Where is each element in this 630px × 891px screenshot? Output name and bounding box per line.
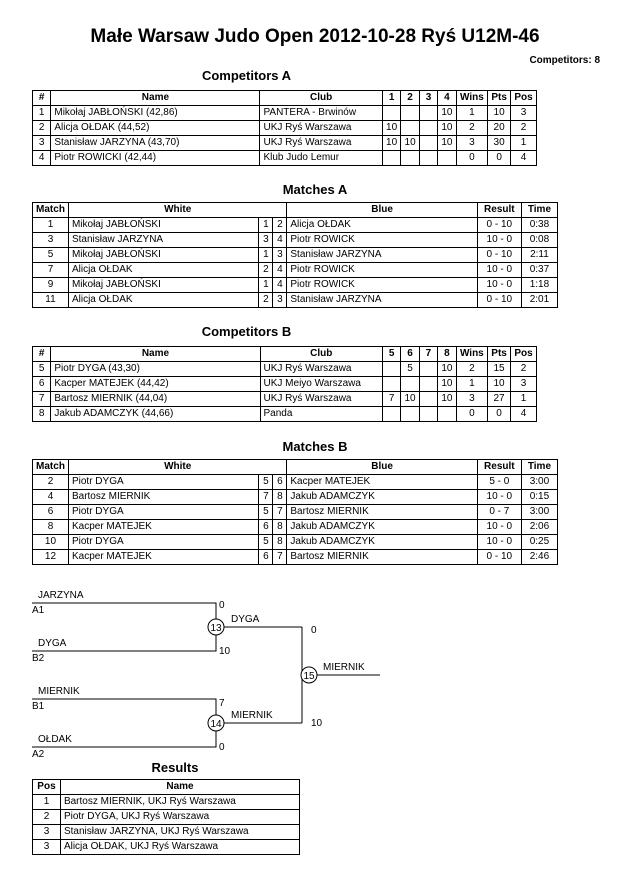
cell: 10 - 0	[477, 263, 521, 278]
cell: 10	[488, 377, 511, 392]
header-cell: Club	[260, 91, 382, 106]
cell: 5	[33, 248, 69, 263]
cell: 6	[33, 505, 69, 520]
cell: 4	[33, 490, 69, 505]
cell: UKJ Ryś Warszawa	[260, 136, 382, 151]
cell: Stanisław JARZYNA	[68, 233, 258, 248]
cell: 3	[456, 392, 487, 407]
cell: 10	[382, 121, 400, 136]
cell: 2	[511, 362, 537, 377]
table-header-row	[33, 780, 300, 795]
header-cell: Wins	[456, 347, 487, 362]
table-header-row	[33, 91, 537, 106]
cell: 2	[273, 218, 287, 233]
cell: 3	[33, 233, 69, 248]
cell: 2	[33, 475, 69, 490]
cell: 7	[273, 550, 287, 565]
cell: 0 - 10	[477, 218, 521, 233]
header-cell: 3	[419, 91, 437, 106]
cell: 1:18	[521, 278, 557, 293]
cell	[382, 362, 400, 377]
m14-top-seed: B1	[32, 701, 45, 712]
cell: Stanisław JARZYNA, UKJ Ryś Warszawa	[60, 825, 299, 840]
m13-top-seed: A1	[32, 605, 45, 616]
cell	[401, 407, 419, 422]
header-cell: 2	[401, 91, 419, 106]
cell: 2:01	[521, 293, 557, 308]
matches-a-table	[32, 202, 558, 308]
cell: Piotr DYGA	[68, 535, 258, 550]
cell	[382, 151, 400, 166]
cell: UKJ Ryś Warszawa	[260, 392, 382, 407]
cell: 0:08	[521, 233, 557, 248]
cell: 2	[456, 362, 487, 377]
cell: Mikołaj JABŁOŃSKI (42,86)	[51, 106, 260, 121]
header-cell: #	[33, 347, 51, 362]
cell: 6	[259, 550, 273, 565]
m14-winner: MIERNIK	[231, 710, 273, 721]
header-cell: Pts	[488, 91, 511, 106]
cell: 3	[273, 248, 287, 263]
cell	[419, 121, 437, 136]
m14-bot-seed: A2	[32, 749, 45, 760]
cell: 1	[511, 136, 537, 151]
cell: Panda	[260, 407, 382, 422]
header-cell: Blue	[287, 460, 477, 475]
cell	[419, 407, 437, 422]
cell: UKJ Meiyo Warszawa	[260, 377, 382, 392]
cell: 1	[456, 377, 487, 392]
cell: 30	[488, 136, 511, 151]
cell: Piotr ROWICK	[287, 233, 477, 248]
cell: 1	[33, 106, 51, 121]
cell: Kacper MATEJEK	[68, 520, 258, 535]
m15-top-score: 0	[311, 625, 317, 636]
header-cell: Time	[521, 203, 557, 218]
table-header-row	[33, 203, 558, 218]
cell: 10	[488, 106, 511, 121]
cell	[419, 136, 437, 151]
header-cell: Blue	[287, 203, 477, 218]
table-row	[33, 362, 537, 377]
cell: Piotr ROWICK	[287, 278, 477, 293]
cell: 3	[456, 136, 487, 151]
table-row	[33, 263, 558, 278]
results-table	[32, 779, 300, 855]
cell: 8	[33, 520, 69, 535]
table-row	[33, 293, 558, 308]
competitors-count: Competitors: 8	[529, 55, 600, 66]
header-cell: Club	[260, 347, 382, 362]
cell: 10	[382, 136, 400, 151]
cell: 10	[438, 121, 456, 136]
cell: 3	[259, 233, 273, 248]
table-row	[33, 550, 558, 565]
cell: 5	[259, 505, 273, 520]
cell: Kacper MATEJEK (44,42)	[51, 377, 260, 392]
cell: Bartosz MIERNIK	[287, 505, 477, 520]
header-cell: 8	[438, 347, 456, 362]
cell: 0:15	[521, 490, 557, 505]
cell: 6	[273, 475, 287, 490]
page-title: Małe Warsaw Judo Open 2012-10-28 Ryś U12M-46	[90, 26, 540, 47]
cell: 8	[273, 520, 287, 535]
cell: 2	[259, 293, 273, 308]
table-row	[33, 840, 300, 855]
table-header-row	[33, 460, 558, 475]
cell: 0 - 7	[477, 505, 521, 520]
cell: Alicja OŁDAK	[287, 218, 477, 233]
cell: 7	[273, 505, 287, 520]
table-row	[33, 106, 537, 121]
cell: 20	[488, 121, 511, 136]
m15-bot-score: 10	[311, 718, 323, 729]
cell: Alicja OŁDAK (44,52)	[51, 121, 260, 136]
table-row	[33, 810, 300, 825]
results-title: Results	[151, 760, 199, 775]
table-row	[33, 218, 558, 233]
cell: 10	[438, 377, 456, 392]
table-row	[33, 407, 537, 422]
cell: 10	[33, 535, 69, 550]
m13-winner: DYGA	[231, 614, 260, 625]
cell: Jakub ADAMCZYK	[287, 535, 477, 550]
cell: Jakub ADAMCZYK	[287, 520, 477, 535]
cell	[438, 151, 456, 166]
header-cell: Pos	[33, 780, 61, 795]
cell: 1	[456, 106, 487, 121]
cell: 5	[401, 362, 419, 377]
table-row	[33, 121, 537, 136]
header-cell: 5	[382, 347, 400, 362]
cell	[382, 377, 400, 392]
header-cell: 1	[382, 91, 400, 106]
cell: 1	[511, 392, 537, 407]
cell: Stanisław JARZYNA	[287, 248, 477, 263]
header-cell: 4	[438, 91, 456, 106]
m13-bot-seed: B2	[32, 653, 45, 664]
header-cell: 7	[419, 347, 437, 362]
cell	[382, 407, 400, 422]
cell	[382, 106, 400, 121]
cell: 10 - 0	[477, 520, 521, 535]
match-13-number: 13	[210, 623, 222, 634]
cell: 6	[259, 520, 273, 535]
cell: 0:37	[521, 263, 557, 278]
header-cell: Name	[60, 780, 299, 795]
cell: 10 - 0	[477, 278, 521, 293]
cell: Jakub ADAMCZYK	[287, 490, 477, 505]
header-cell: Name	[51, 91, 260, 106]
table-row	[33, 535, 558, 550]
cell: 10 - 0	[477, 535, 521, 550]
m13-bot-score: 10	[219, 646, 231, 657]
cell: UKJ Ryś Warszawa	[260, 362, 382, 377]
header-cell: Result	[477, 460, 521, 475]
cell: 4	[33, 151, 51, 166]
table-row	[33, 475, 558, 490]
cell: 3	[33, 136, 51, 151]
cell: 2	[511, 121, 537, 136]
header-cell: Pos	[511, 91, 537, 106]
cell: 10	[438, 106, 456, 121]
cell	[401, 151, 419, 166]
m14-bot-name: OŁDAK	[38, 734, 72, 745]
matches-b-title: Matches B	[282, 439, 348, 454]
cell: 2:11	[521, 248, 557, 263]
cell: 4	[511, 151, 537, 166]
cell	[419, 151, 437, 166]
cell: Piotr DYGA	[68, 475, 258, 490]
cell: 1	[259, 248, 273, 263]
cell: Stanisław JARZYNA (43,70)	[51, 136, 260, 151]
matches-b-table	[32, 459, 558, 565]
table-row	[33, 151, 537, 166]
cell: 10	[401, 392, 419, 407]
m14-top-name: MIERNIK	[38, 686, 80, 697]
cell: 12	[33, 550, 69, 565]
header-cell: #	[33, 91, 51, 106]
cell: Kacper MATEJEK	[287, 475, 477, 490]
match-15-number: 15	[303, 671, 315, 682]
table-row	[33, 136, 537, 151]
cell: 0:38	[521, 218, 557, 233]
header-cell: 6	[401, 347, 419, 362]
m13-top-score: 0	[219, 600, 225, 611]
competitors-b-title: Competitors B	[201, 324, 292, 339]
cell: Piotr DYGA (43,30)	[51, 362, 260, 377]
cell: Piotr DYGA	[68, 505, 258, 520]
table-row	[33, 278, 558, 293]
table-row	[33, 248, 558, 263]
cell: 3	[511, 106, 537, 121]
m14-top-score: 7	[219, 698, 225, 709]
cell: PANTERA - Brwinów	[260, 106, 382, 121]
competitors-a-table	[32, 90, 537, 166]
cell: 0 - 10	[477, 248, 521, 263]
m13-bot-name: DYGA	[38, 638, 67, 649]
table-row	[33, 520, 558, 535]
cell: 9	[33, 278, 69, 293]
cell: Bartosz MIERNIK	[287, 550, 477, 565]
cell: 1	[259, 278, 273, 293]
cell: 0	[456, 407, 487, 422]
cell: 2	[456, 121, 487, 136]
table-row	[33, 377, 537, 392]
cell: 0	[456, 151, 487, 166]
header-cell: White	[68, 203, 286, 218]
cell: 7	[259, 490, 273, 505]
header-cell: Result	[477, 203, 521, 218]
m14-bot-score: 0	[219, 742, 225, 753]
cell: 2	[33, 810, 61, 825]
header-cell: Name	[51, 347, 260, 362]
cell: 2	[33, 121, 51, 136]
cell	[419, 392, 437, 407]
cell: Mikołaj JABŁOŃSKI	[68, 218, 258, 233]
cell: 15	[488, 362, 511, 377]
table-row	[33, 825, 300, 840]
cell: 2	[259, 263, 273, 278]
cell: 0	[488, 151, 511, 166]
cell: 10	[438, 362, 456, 377]
competitors-b-table	[32, 346, 537, 422]
cell: 7	[33, 392, 51, 407]
cell: 5	[259, 535, 273, 550]
matches-a-title: Matches A	[282, 182, 348, 197]
cell: 0:25	[521, 535, 557, 550]
cell: 4	[273, 263, 287, 278]
cell: 27	[488, 392, 511, 407]
cell: 8	[33, 407, 51, 422]
cell: 6	[33, 377, 51, 392]
cell: 2:46	[521, 550, 557, 565]
cell: Stanisław JARZYNA	[287, 293, 477, 308]
cell: 10	[401, 136, 419, 151]
cell: 8	[273, 490, 287, 505]
cell: 0 - 10	[477, 550, 521, 565]
cell: Bartosz MIERNIK, UKJ Ryś Warszawa	[60, 795, 299, 810]
bracket-diagram	[0, 580, 630, 760]
cell: 1	[259, 218, 273, 233]
cell: 10 - 0	[477, 233, 521, 248]
cell: 0	[488, 407, 511, 422]
header-cell: Match	[33, 460, 69, 475]
cell: 2:06	[521, 520, 557, 535]
header-cell: Pts	[488, 347, 511, 362]
cell	[401, 377, 419, 392]
cell	[438, 407, 456, 422]
cell: 11	[33, 293, 69, 308]
table-row	[33, 233, 558, 248]
table-row	[33, 392, 537, 407]
cell: 3	[273, 293, 287, 308]
cell: 0 - 10	[477, 293, 521, 308]
cell: 3	[33, 825, 61, 840]
cell: 5 - 0	[477, 475, 521, 490]
cell: Jakub ADAMCZYK (44,66)	[51, 407, 260, 422]
cell: 8	[273, 535, 287, 550]
cell: 3	[511, 377, 537, 392]
header-cell: Wins	[456, 91, 487, 106]
cell: Klub Judo Lemur	[260, 151, 382, 166]
header-cell: Pos	[511, 347, 537, 362]
cell: Bartosz MIERNIK (44,04)	[51, 392, 260, 407]
cell: 1	[33, 795, 61, 810]
cell: 10	[438, 136, 456, 151]
header-cell: Match	[33, 203, 69, 218]
cell: UKJ Ryś Warszawa	[260, 121, 382, 136]
cell: 7	[33, 263, 69, 278]
cell: Alicja OŁDAK, UKJ Ryś Warszawa	[60, 840, 299, 855]
cell	[419, 377, 437, 392]
cell: 3:00	[521, 475, 557, 490]
cell: Mikołaj JABŁOŃSKI	[68, 248, 258, 263]
cell: Mikołaj JABŁOŃSKI	[68, 278, 258, 293]
cell: Kacper MATEJEK	[68, 550, 258, 565]
cell: 4	[273, 233, 287, 248]
cell: 10 - 0	[477, 490, 521, 505]
cell: Piotr ROWICKI (42,44)	[51, 151, 260, 166]
cell: 5	[259, 475, 273, 490]
header-cell: Time	[521, 460, 557, 475]
m13-top-name: JARZYNA	[38, 590, 84, 601]
cell: 1	[33, 218, 69, 233]
cell: Piotr ROWICK	[287, 263, 477, 278]
cell: Alicja OŁDAK	[68, 263, 258, 278]
cell	[419, 106, 437, 121]
cell: 4	[511, 407, 537, 422]
cell: 10	[438, 392, 456, 407]
cell	[401, 121, 419, 136]
match-14-number: 14	[210, 719, 222, 730]
cell: 7	[382, 392, 400, 407]
cell: Alicja OŁDAK	[68, 293, 258, 308]
header-cell: White	[68, 460, 286, 475]
cell: Piotr DYGA, UKJ Ryś Warszawa	[60, 810, 299, 825]
table-row	[33, 795, 300, 810]
cell	[401, 106, 419, 121]
table-row	[33, 505, 558, 520]
cell	[419, 362, 437, 377]
table-row	[33, 490, 558, 505]
cell: 5	[33, 362, 51, 377]
cell: 4	[273, 278, 287, 293]
cell: 3:00	[521, 505, 557, 520]
cell: 3	[33, 840, 61, 855]
cell: Bartosz MIERNIK	[68, 490, 258, 505]
m15-winner: MIERNIK	[323, 662, 365, 673]
table-header-row	[33, 347, 537, 362]
competitors-a-title: Competitors A	[201, 68, 292, 83]
